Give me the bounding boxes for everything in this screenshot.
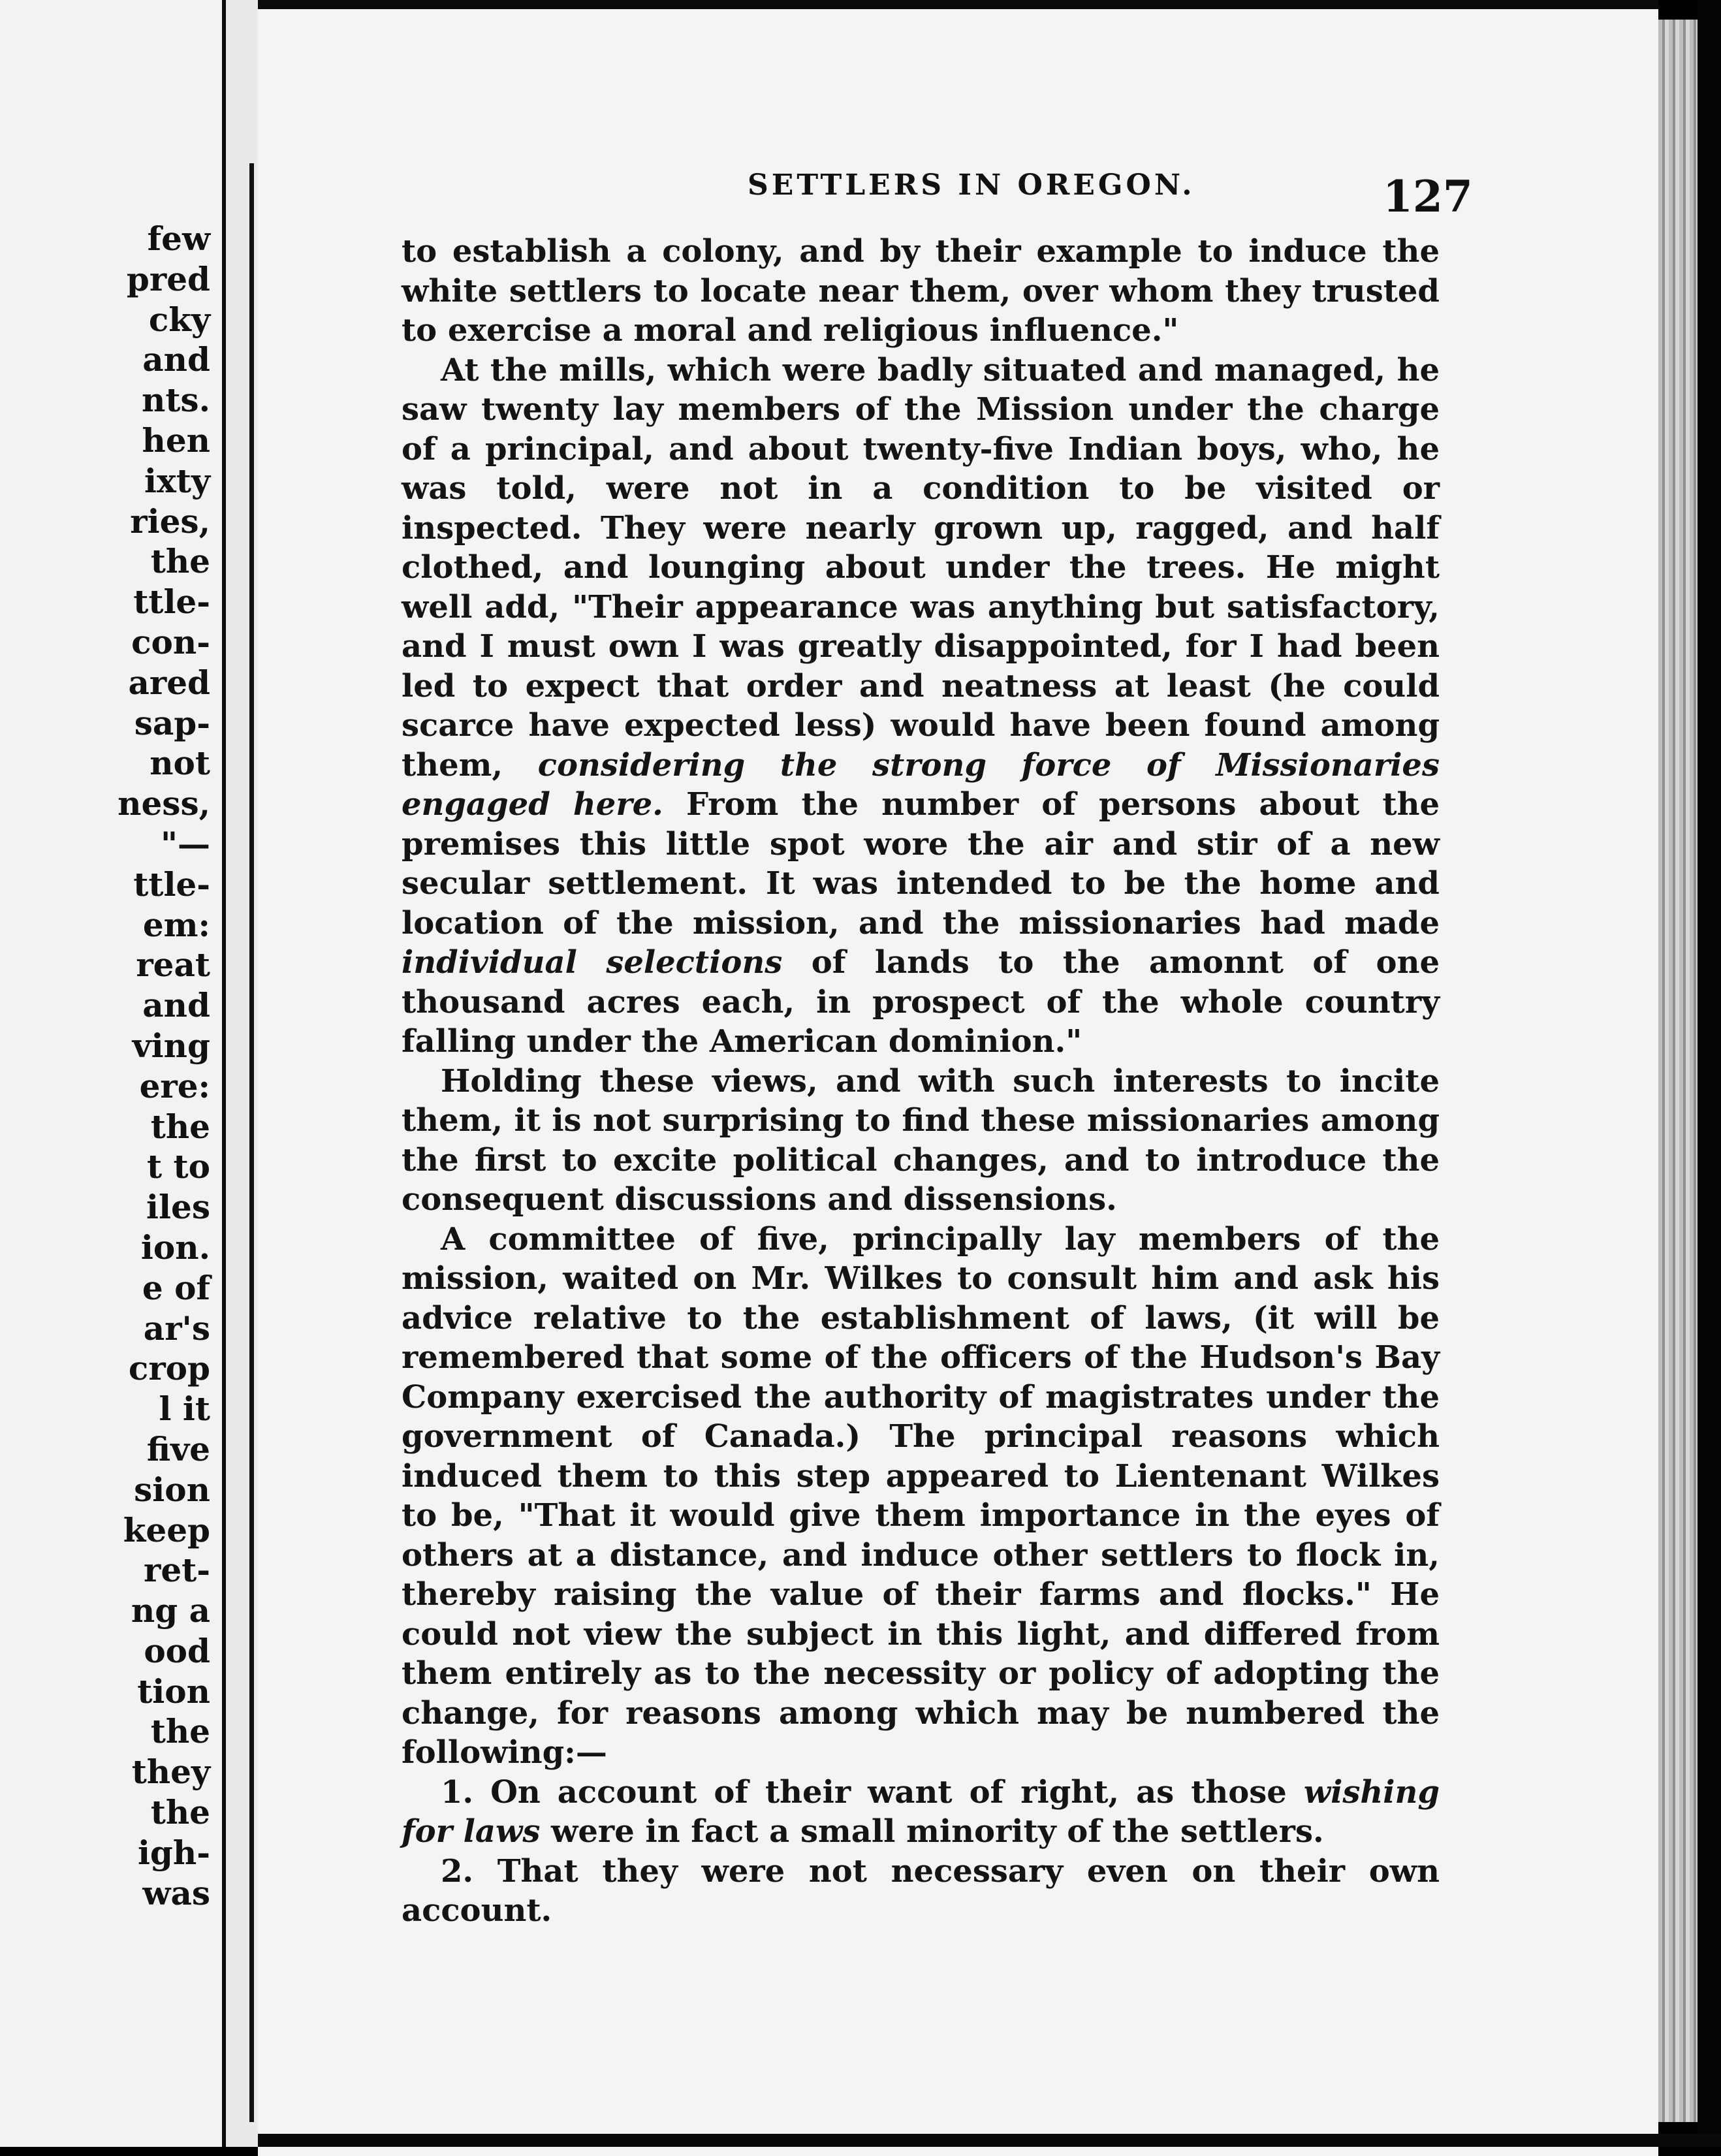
facing-line: nts.	[141, 381, 210, 420]
text-run: were in fact a small minority of the settlers.	[540, 1813, 1324, 1850]
facing-line: cky	[148, 300, 210, 339]
facing-page	[0, 0, 222, 2147]
facing-line: the	[150, 542, 210, 581]
facing-line: sap-	[134, 703, 210, 742]
facing-line: "—	[160, 824, 210, 863]
facing-line: iles	[146, 1188, 210, 1227]
facing-line: ixty	[144, 461, 210, 500]
facing-line: e of	[142, 1268, 210, 1307]
bottom-border	[258, 2134, 1721, 2147]
right-border	[1697, 0, 1721, 2147]
facing-line: reat	[136, 945, 210, 985]
facing-line: the	[150, 1712, 210, 1751]
facing-line: they	[131, 1752, 210, 1792]
text-run: At the mills, which were badly situated and managed, he saw twenty lay members of the Mission under the charge of a principal, and about twenty-five Indian boys, who, he was told, were not in a condition to be visited or inspected. They were nearly grown up, ragged, and half clothed, and lounging about under the trees. He might well add, "Their appearance was anything but satisfactory, and I must own I was greatly disappointed, for I had been led to expect that order and neatness at least (he could scarce have expected less) would have been found among them,	[402, 351, 1440, 784]
facing-line: few	[147, 219, 210, 258]
facing-line: and	[142, 340, 210, 379]
facing-line: pred	[126, 259, 210, 298]
spine-shadow	[249, 163, 254, 2122]
facing-line: keep	[123, 1510, 210, 1549]
running-head: SETTLERS IN OREGON.	[748, 168, 1195, 202]
paragraph: A committee of five, principally lay members of the mission, waited on Mr. Wilkes to consult him and ask his advice relative to the establishment of laws, (it will be remembered that some of the officers of the Hudson's Bay Company exercised the authority of magistrates under the government of Canada.) The principal reasons which induced them to this step appeared to Lientenant Wilkes to be, "That it would give them importance in the eyes of others at a distance, and induce other settlers to flock in, thereby raising the value of their farms and flocks." He could not view the subject in this light, and differed from them entirely as to the necessity or policy of adopting the change, for reasons among which may be numbered the following:—	[402, 1220, 1440, 1771]
facing-line: sion	[134, 1470, 210, 1509]
facing-line: igh-	[137, 1833, 210, 1872]
facing-line: ared	[128, 663, 210, 702]
facing-line: crop	[128, 1349, 210, 1388]
italic-run: individual selections	[402, 944, 783, 981]
facing-line: ttle-	[133, 864, 210, 904]
facing-line: ng a	[131, 1591, 210, 1630]
facing-line: ving	[132, 1026, 210, 1065]
facing-line: ness,	[118, 784, 210, 823]
facing-line: ttle-	[133, 582, 210, 622]
paragraph: to establish a colony, and by their example to induce the white settlers to locate near them, over whom they trusted to exercise a moral and religious influence."	[402, 233, 1440, 349]
facing-line: ere:	[139, 1066, 210, 1105]
paragraph: Holding these views, and with such interests to incite them, it is not surprising to find these missionaries among the first to excite political changes, and to introduce the consequent discussions and dissensions.	[402, 1062, 1440, 1218]
italic-run: considering the strong force of Missionaries engaged here.	[402, 746, 1440, 823]
body-text	[402, 232, 1440, 1931]
facing-line: and	[142, 986, 210, 1025]
facing-line: ar's	[143, 1308, 210, 1348]
text-run: 1. On account of their want of right, as those	[441, 1773, 1304, 1811]
facing-line: em:	[142, 905, 210, 944]
text-run: From the number of persons about the premises this little spot wore the air and stir of a new secular settlement. It was intended to be the home and location of the mission, and the missionaries had made	[402, 786, 1440, 942]
facing-line: ret-	[143, 1551, 210, 1590]
page-edges	[1658, 20, 1697, 2122]
facing-page-text	[26, 219, 222, 1913]
text-run: of lands to the amonnt of one thousand acres each, in prospect of the whole country falling under the American dominion."	[402, 944, 1440, 1060]
page-number: 127	[1383, 171, 1473, 222]
facing-line: t to	[147, 1147, 210, 1186]
facing-line: hen	[142, 420, 210, 460]
italic-run: wishing for laws	[402, 1773, 1440, 1850]
facing-line: ries,	[130, 501, 210, 541]
facing-line: ion.	[140, 1228, 210, 1267]
facing-line: ood	[144, 1631, 210, 1670]
book-gutter	[222, 0, 262, 2147]
facing-line: tion	[137, 1672, 210, 1711]
facing-line: was	[142, 1873, 210, 1912]
paragraph: 2. That they were not necessary even on their own account.	[402, 1852, 1440, 1929]
facing-line: five	[146, 1429, 210, 1468]
facing-line: not	[150, 744, 210, 783]
paragraph	[402, 1773, 1440, 1852]
facing-line: l it	[159, 1389, 210, 1429]
facing-line: con-	[131, 622, 210, 661]
paragraph	[402, 351, 1440, 1062]
facing-line: the	[150, 1107, 210, 1146]
facing-line: the	[150, 1793, 210, 1832]
